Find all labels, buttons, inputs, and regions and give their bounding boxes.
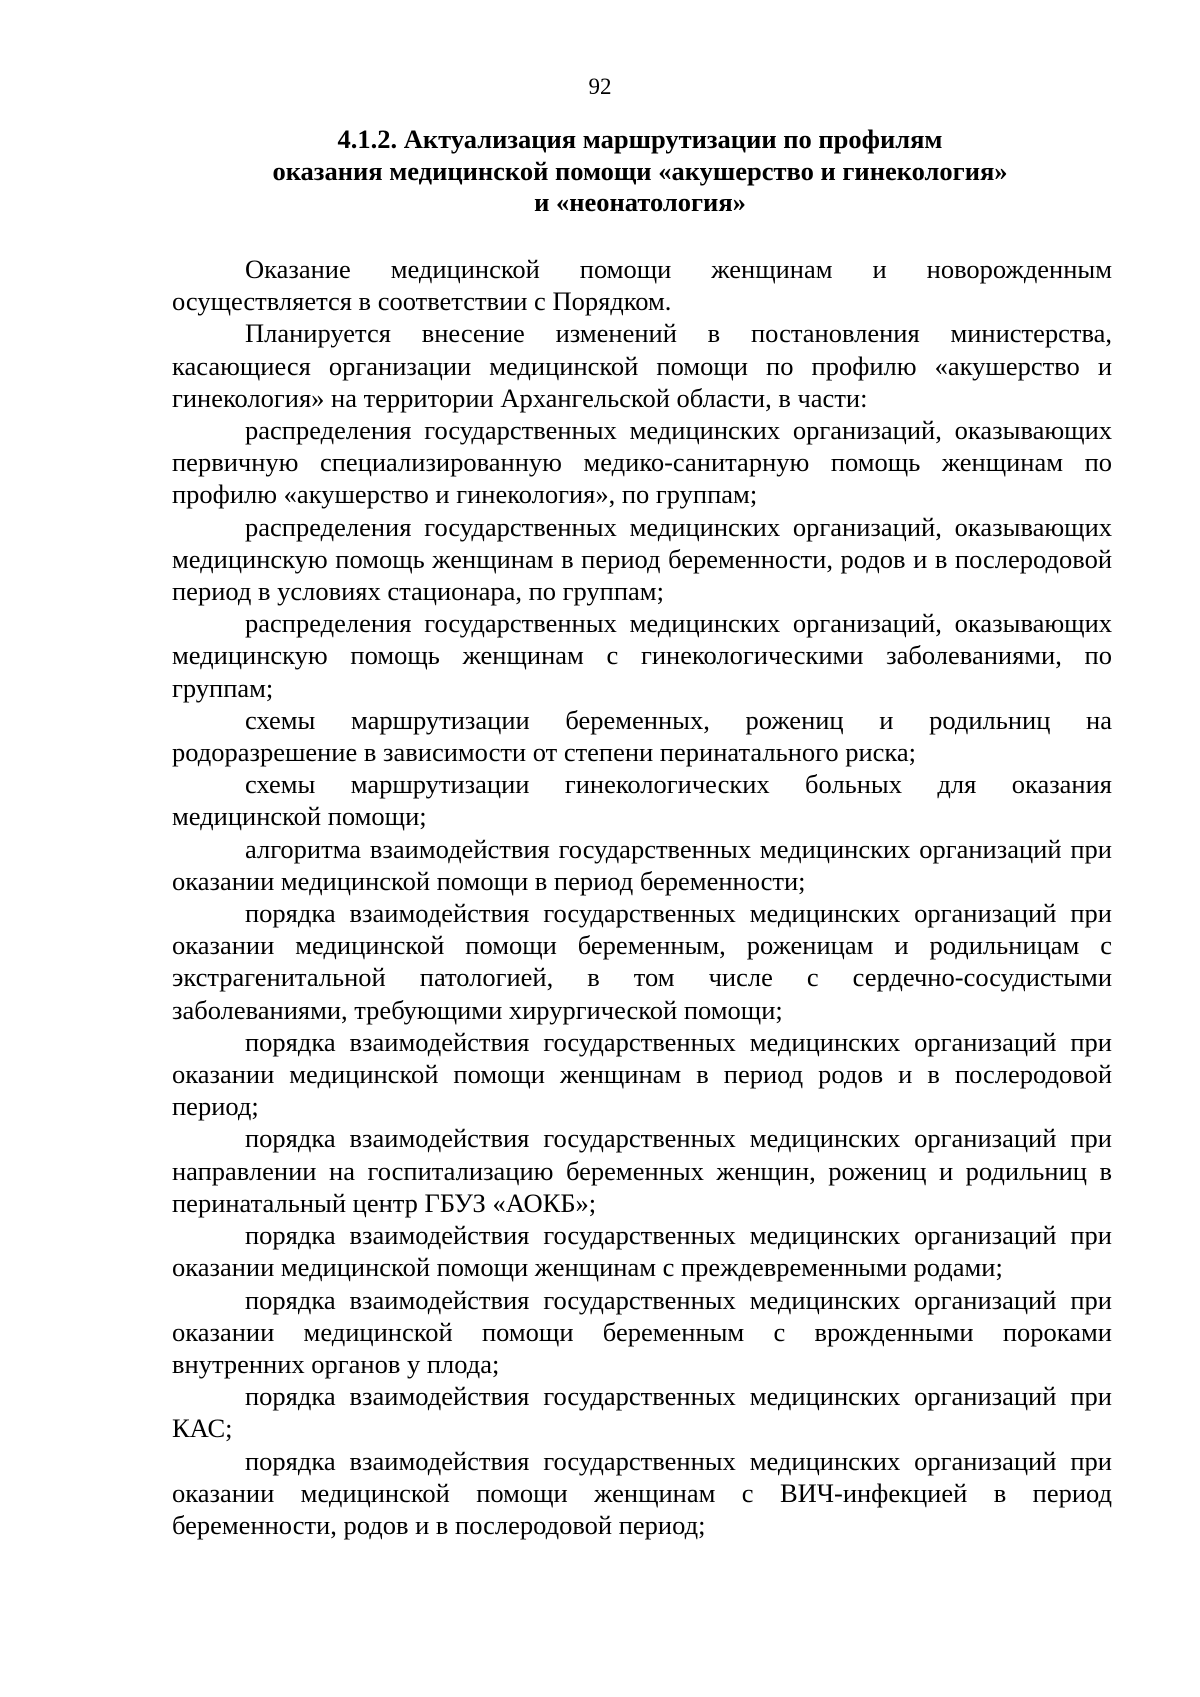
list-item: порядка взаимодействия государственных медицинских организаций при оказании медицинской помощи беременным с врожденными пороками внутренних органов у плода;: [172, 1284, 1112, 1379]
section-heading-line: оказания медицинской помощи «акушерство и гинекология»: [272, 155, 1008, 186]
list-item: порядка взаимодействия государственных медицинских организаций при оказании медицинской помощи женщинам в период родов и в послеродовой период;: [172, 1026, 1112, 1122]
list-item: распределения государственных медицинских организаций, оказывающих медицинскую помощь женщинам в период беременности, родов и в послеродовой период в условиях стационара, по группам;: [172, 511, 1112, 607]
list-item: порядка взаимодействия государственных медицинских организаций при оказании медицинской помощи женщинам с преждевременными родами;: [172, 1220, 1112, 1283]
list-item: распределения государственных медицинских организаций, оказывающих первичную специализированную медико-санитарную помощь женщинам по профилю «акушерство и гинекология», по группам;: [172, 415, 1112, 510]
list-item: порядка взаимодействия государственных медицинских организаций при КАС;: [172, 1381, 1112, 1444]
section-heading-line: 4.1.2. Актуализация маршрутизации по профилям: [337, 124, 943, 154]
paragraph-planned-changes: Планируется внесение изменений в постановления министерства, касающиеся организации медицинской помощи по профилю «акушерство и гинекология» на территории Архангельской области, в части:: [172, 318, 1112, 413]
list-item: порядка взаимодействия государственных медицинских организаций при оказании медицинской помощи беременным, роженицам и родильницам с экстрагенитальной патологией, в том числе с сердечно-сосудистыми заболеваниями, требующими хирургической помощи;: [172, 898, 1112, 1025]
page-number: 92: [588, 74, 612, 99]
paragraph-intro: Оказание медицинской помощи женщинам и новорожденным осуществляется в соответствии с Порядком.: [172, 254, 1112, 317]
list-item: алгоритма взаимодействия государственных медицинских организаций при оказании медицинской помощи в период беременности;: [172, 833, 1112, 896]
list-item: порядка взаимодействия государственных медицинских организаций при направлении на госпитализацию беременных женщин, рожениц и родильниц в перинатальный центр ГБУЗ «АОКБ»;: [172, 1123, 1112, 1218]
list-item: схемы маршрутизации беременных, рожениц и родильниц на родоразрешение в зависимости от степени перинатального риска;: [172, 704, 1112, 768]
list-item: порядка взаимодействия государственных медицинских организаций при оказании медицинской помощи женщинам с ВИЧ-инфекцией в период беременности, родов и в послеродовой период;: [172, 1445, 1112, 1540]
list-item: распределения государственных медицинских организаций, оказывающих медицинскую помощь женщинам с гинекологическими заболеваниями, по группам;: [172, 608, 1112, 703]
list-item: схемы маршрутизации гинекологических больных для оказания медицинской помощи;: [172, 769, 1112, 832]
document-body: [172, 253, 1112, 1541]
section-heading: [170, 124, 1110, 219]
section-heading-line: и «неонатология»: [534, 187, 746, 217]
